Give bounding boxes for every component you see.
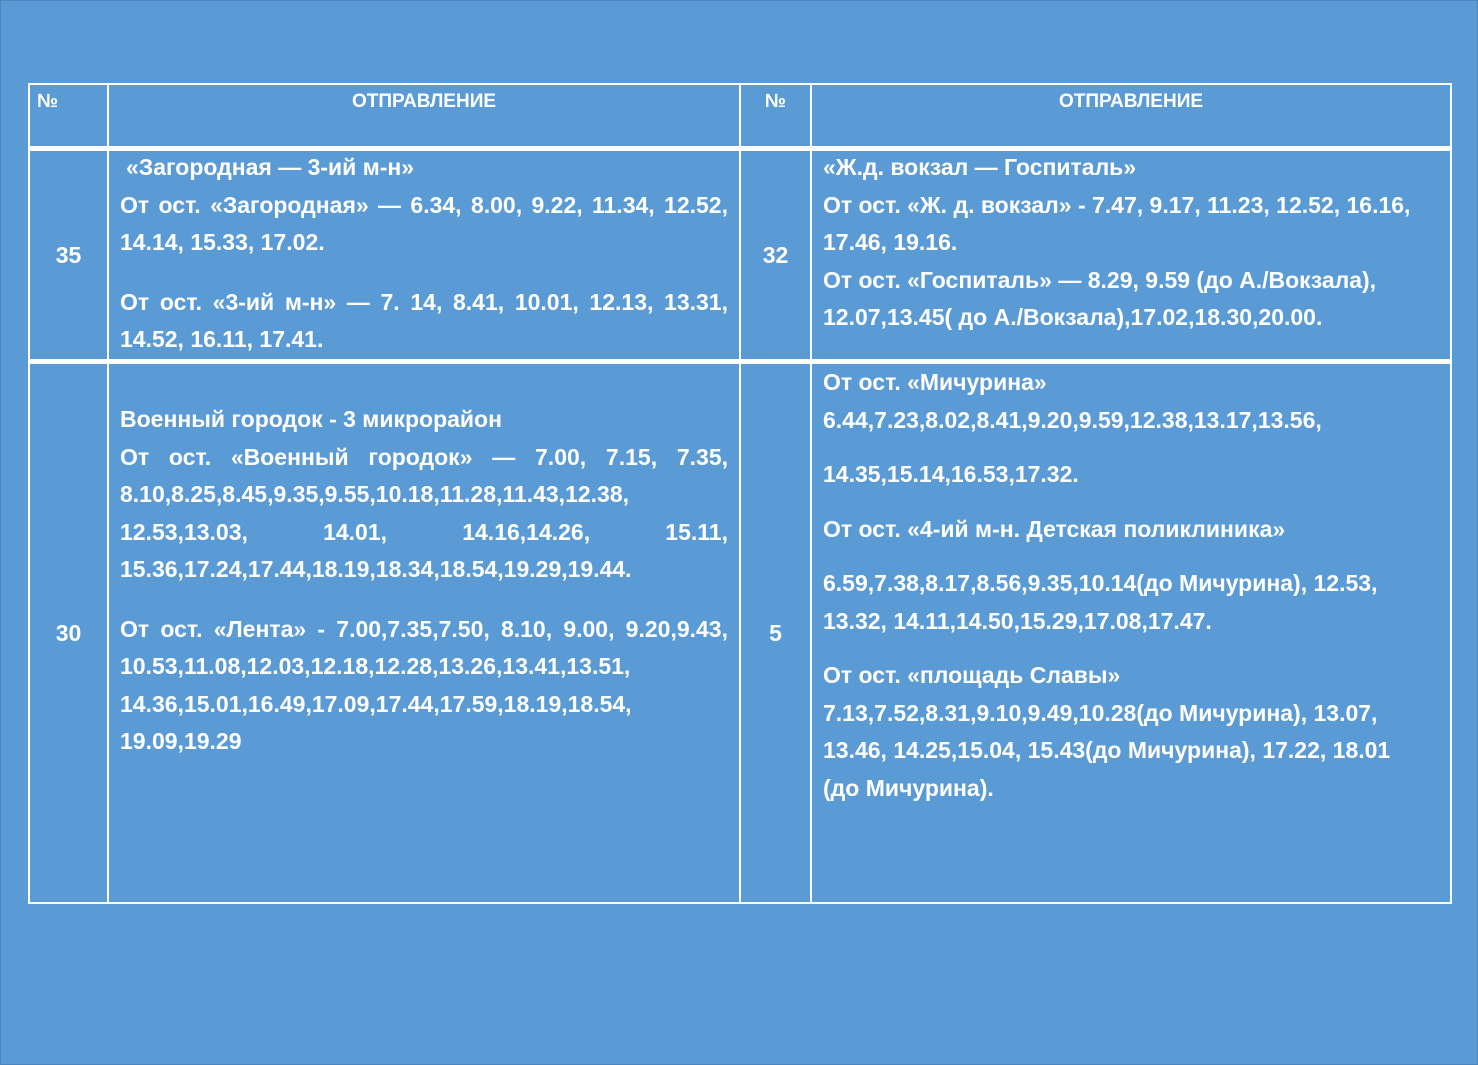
route-title: «Загородная — 3-ий м-н» (126, 154, 415, 180)
stop-schedule: От ост. «Лента» - 7.00,7.35,7.50, 8.10, 9.00, 9.20,9.43, 10.53,11.08,12.03,12.18,12.28,13.26,13.41,13.51, 14.36,15.01,16.49,17.09,17.44,17.59,18.19,18.54, 19.09,19.29 (120, 615, 728, 754)
stop-schedule: От ост. «Загородная» — 6.34, 8.00, 9.22, 11.34, 12.52, 14.14, 15.33, 17.02. (120, 191, 728, 255)
route-number-35: 35 (55, 241, 82, 268)
stop-times: 6.44,7.23,8.02,8.41,9.20,9.59,12.38,13.17,13.56, (823, 406, 1322, 433)
route-30-schedule (120, 401, 728, 761)
route-number-30: 30 (55, 619, 82, 646)
route-number-32: 32 (762, 241, 789, 268)
route-title: «Ж.д. вокзал — Госпиталь» (823, 154, 1137, 180)
header-departure-right: ОТПРАВЛЕНИЕ (1058, 91, 1204, 112)
route-5-schedule (823, 364, 1443, 807)
stop-name: От ост. «площадь Славы» (823, 662, 1121, 688)
column-divider-1 (107, 83, 109, 904)
table-border-right (1450, 83, 1452, 904)
route-title: Военный городок - 3 микрорайон (120, 406, 502, 432)
stop-schedule: От ост. «Военный городок» — 7.00, 7.15, 7.35, 8.10,8.25,8.45,9.35,9.55,10.18,11.28,11.43,12.38, 12.53,13.03, 14.01, 14.16,14.26, 15.11, 15.36,17.24,17.44,18.19,18.34,18.54,19.29,19.44. (120, 443, 728, 582)
stop-schedule: От ост. «Госпиталь» — 8.29, 9.59 (до А./Вокзала), 12.07,13.45( до А./Вокзала),17.02,18.30,20.00. (823, 266, 1377, 330)
stop-times: 6.59,7.38,8.17,8.56,9.35,10.14(до Мичурина), 12.53, 13.32, 14.11,14.50,15.29,17.08,17.47. (823, 570, 1378, 634)
stop-times: 14.35,15.14,16.53,17.32. (823, 461, 1079, 487)
column-divider-3 (810, 83, 812, 904)
stop-name: От ост. «Мичурина» (823, 369, 1047, 395)
route-number-5: 5 (769, 619, 782, 646)
route-32-schedule (823, 149, 1443, 337)
route-35-schedule (120, 149, 728, 359)
header-number-left: № (37, 91, 59, 112)
header-departure-left: ОТПРАВЛЕНИЕ (351, 91, 497, 112)
stop-times: 7.13,7.52,8.31,9.10,9.49,10.28(до Мичурина), 13.07, 13.46, 14.25,15.04, 15.43(до Мичурина), 17.22, 18.01 (до Мичурина). (823, 699, 1391, 801)
stop-schedule: От ост. «3-ий м-н» — 7. 14, 8.41, 10.01, 12.13, 13.31, 14.52, 16.11, 17.41. (120, 288, 728, 352)
header-number-right: № (764, 91, 787, 112)
stop-name: От ост. «4-ий м-н. Детская поликлиника» (823, 515, 1286, 542)
stop-schedule: От ост. «Ж. д. вокзал» - 7.47, 9.17, 11.23, 12.52, 16.16, 17.46, 19.16. (823, 191, 1411, 255)
